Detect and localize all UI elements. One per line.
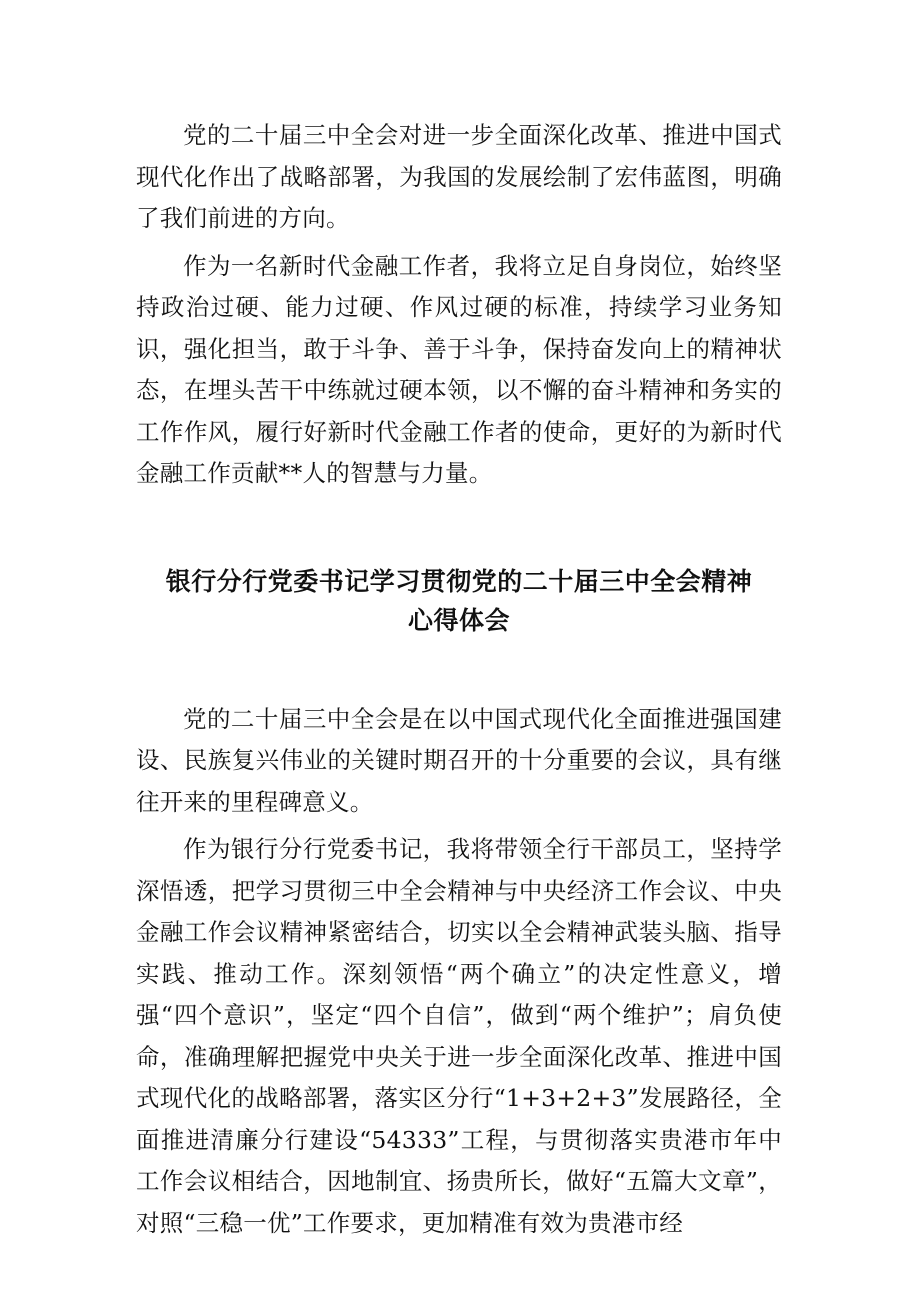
- paragraph: 作为一名新时代金融工作者，我将立足自身岗位，始终坚持政治过硬、能力过硬、作风过硬的标准，持续学习业务知识，强化担当，敢于斗争、善于斗争，保持奋发向上的精神状态，在埋头苦干中练就过硬本领，以不懈的奋斗精神和务实的工作作风，履行好新时代金融工作者的使命，更好的为新时代金融工作贡献**人的智慧与力量。: [136, 251, 782, 487]
- article-title: [136, 563, 782, 641]
- paragraph: 党的二十届三中全会对进一步全面深化改革、推进中国式现代化作出了战略部署，为我国的发展绘制了宏伟蓝图，明确了我们前进的方向。: [136, 121, 782, 232]
- section-2: [136, 699, 782, 1245]
- section-1: [136, 0, 782, 495]
- paragraph: 作为银行分行党委书记，我将带领全行干部员工，坚持学深悟透，把学习贯彻三中全会精神与中央经济工作会议、中央金融工作会议精神紧密结合，切实以全会精神武装头脑、指导实践、推动工作。深刻领悟“两个确立”的决定性意义，增强“四个意识”，坚定“四个自信”，做到“两个维护”；肩负使命，准确理解把握党中央关于进一步全面深化改革、推进中国式现代化的战略部署，落实区分行“1+3+2+3”发展路径，全面推进清廉分行建设“54333”工程，与贯彻落实贵港市年中工作会议相结合，因地制宜、扬贵所长，做好“五篇大文章”，对照“三稳一优”工作要求，更加精准有效为贵港市经: [136, 835, 782, 1237]
- article-title-line-1: 银行分行党委书记学习贯彻党的二十届三中全会精神: [165, 567, 753, 596]
- article-title-line-2: 心得体会: [407, 606, 510, 635]
- paragraph: 党的二十届三中全会是在以中国式现代化全面推进强国建设、民族复兴伟业的关键时期召开的十分重要的会议，具有继往开来的里程碑意义。: [136, 704, 782, 816]
